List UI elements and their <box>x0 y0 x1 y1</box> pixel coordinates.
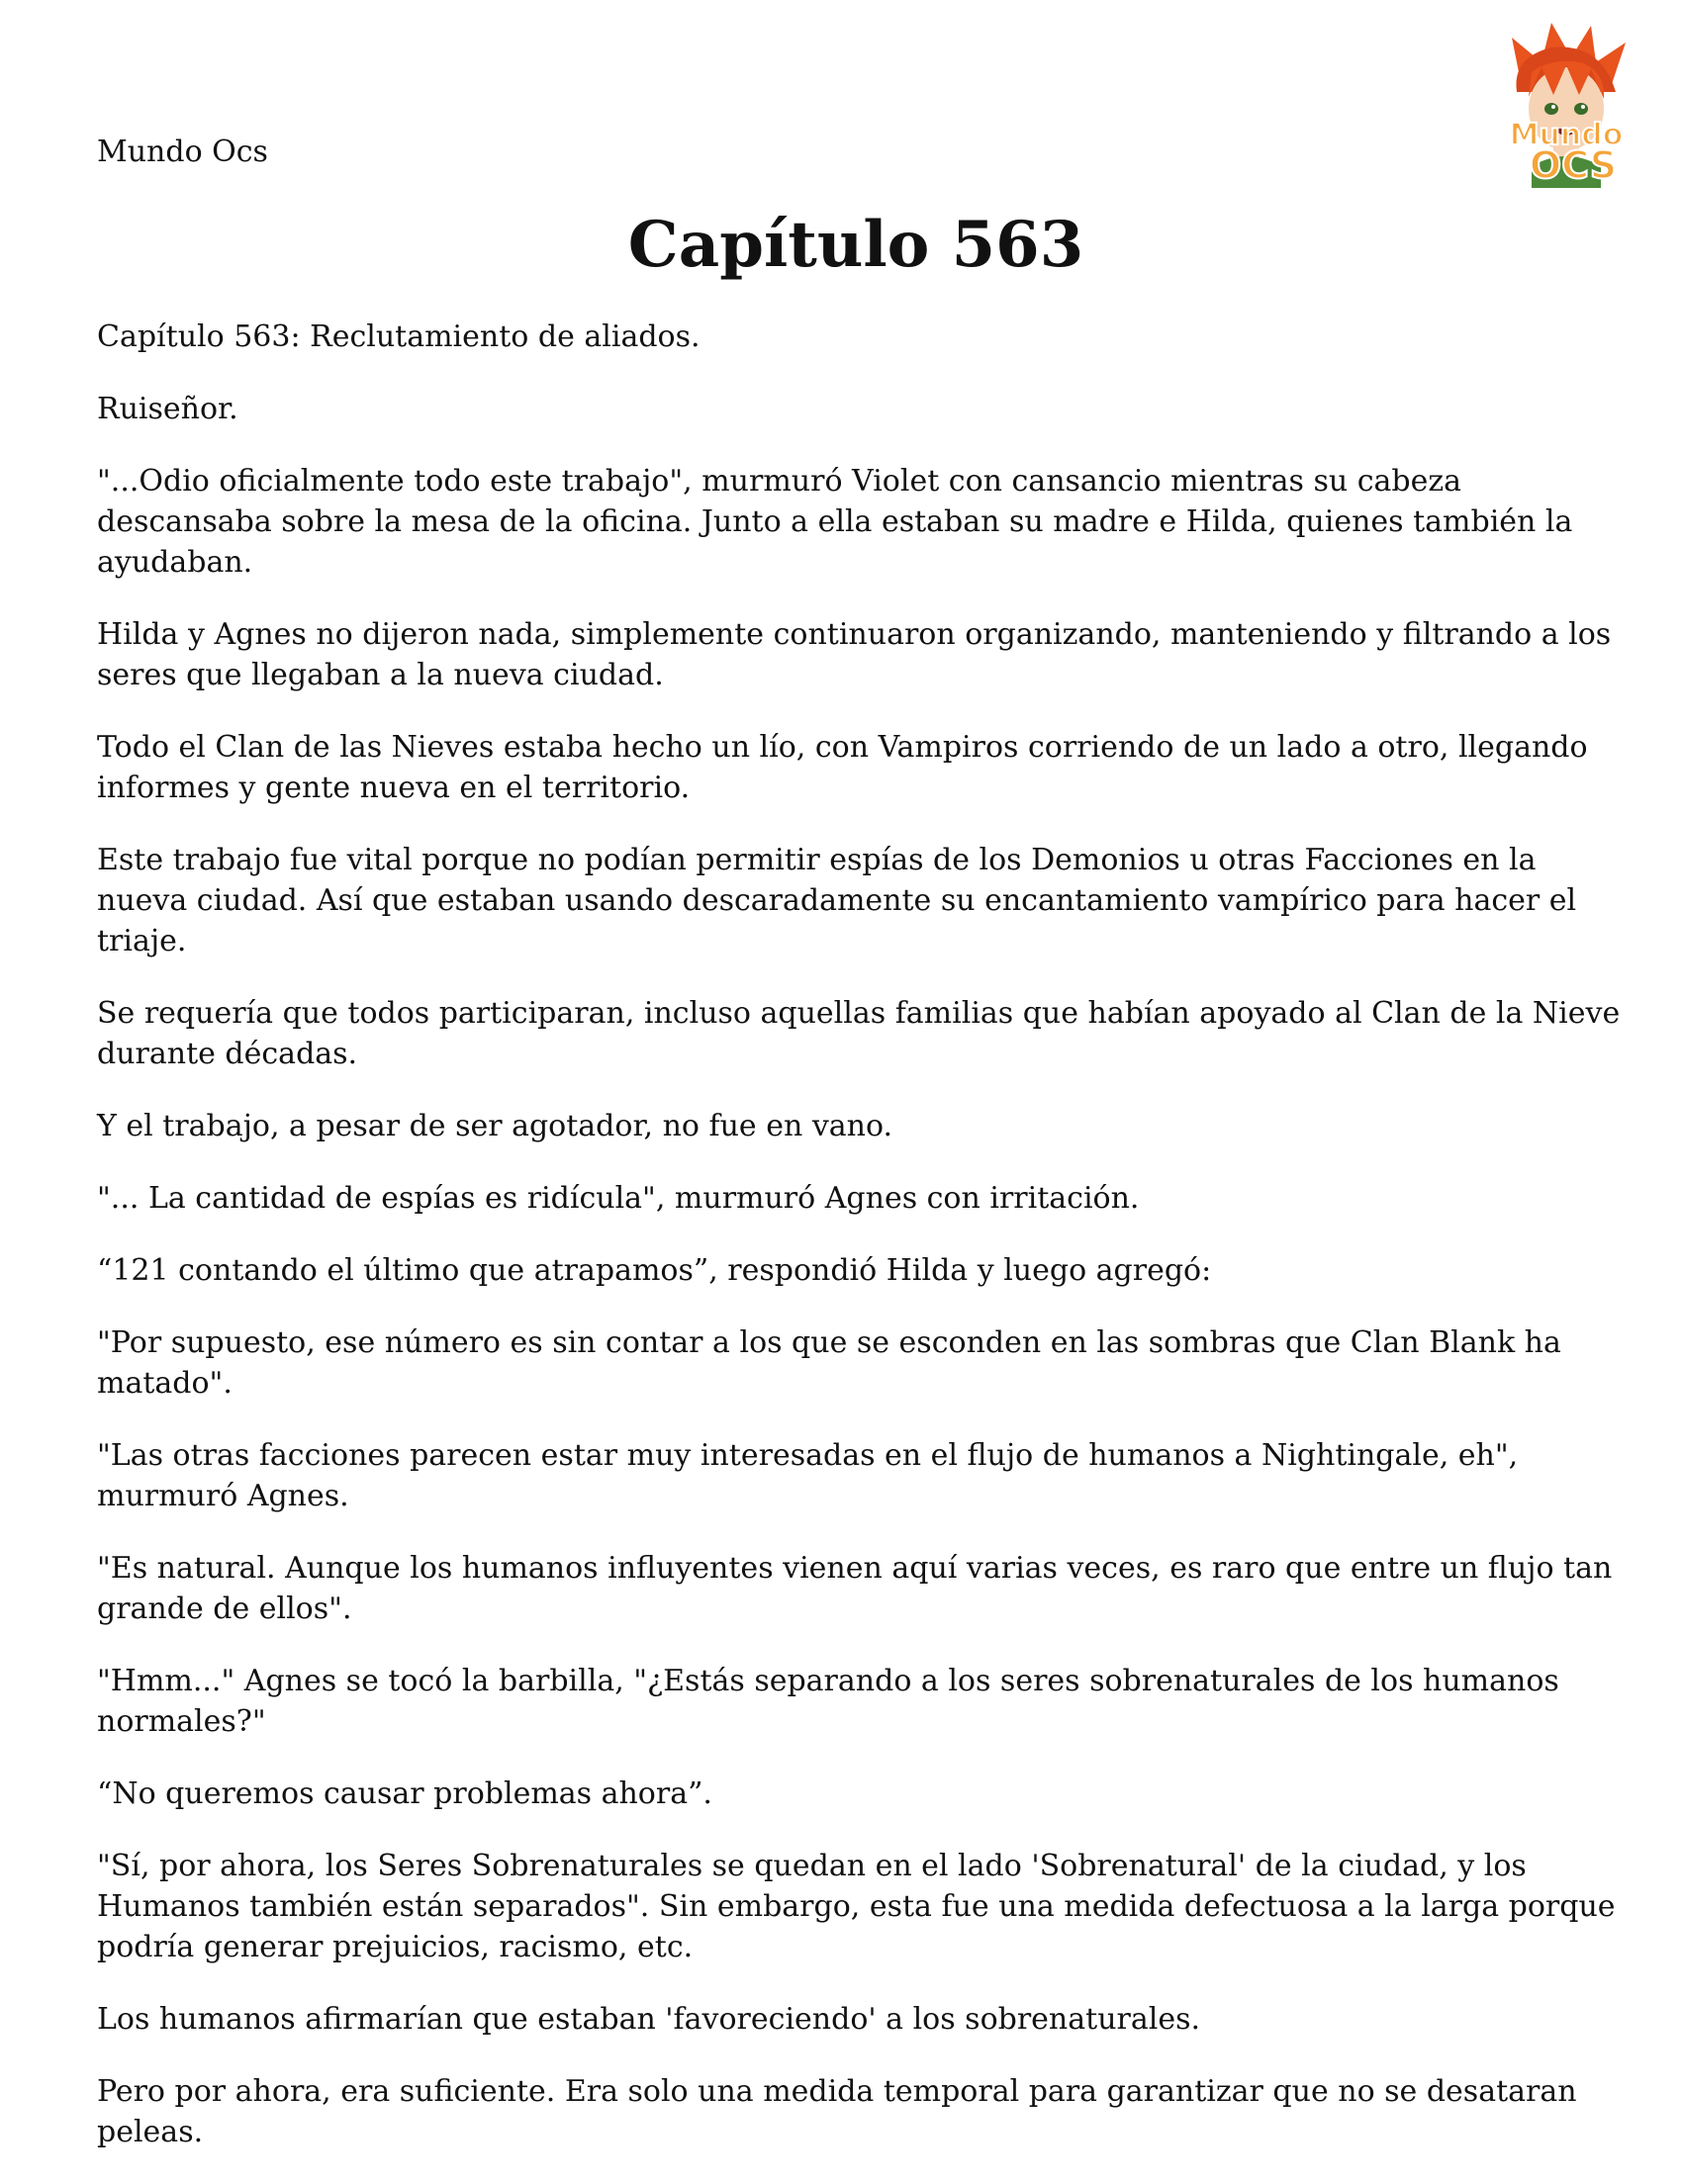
paragraph: Y el trabajo, a pesar de ser agotador, no fue en vano. <box>97 1109 893 1143</box>
chapter-body <box>97 317 1626 2184</box>
paragraph: Los humanos afirmarían que estaban 'favoreciendo' a los sobrenaturales. <box>97 2002 1201 2037</box>
paragraph: “No queremos causar problemas ahora”. <box>97 1776 712 1811</box>
paragraph: Todo el Clan de las Nieves estaba hecho un lío, con Vampiros corriendo de un lado a otro, llegando informes y gente nueva en el territorio. <box>97 730 1588 805</box>
paragraph: "Las otras facciones parecen estar muy interesadas en el flujo de humanos a Nightingale, eh", murmuró Agnes. <box>97 1438 1519 1513</box>
paragraph: Pero por ahora, era suficiente. Era solo una medida temporal para garantizar que no se desataran peleas. <box>97 2074 1577 2149</box>
paragraph: "Sí, por ahora, los Seres Sobrenaturales se quedan en el lado 'Sobrenatural' de la ciudad, y los Humanos también están separados". Sin embargo, esta fue una medida defectuosa a la larga porque podría generar prejuicios, racismo, etc. <box>97 1849 1616 1964</box>
logo-text-ocs: OCS <box>1529 143 1618 187</box>
mundo-ocs-logo <box>1482 18 1650 188</box>
paragraph: Se requería que todos participaran, incluso aquellas familias que habían apoyado al Clan de la Nieve durante décadas. <box>97 996 1621 1071</box>
paragraph: Este trabajo fue vital porque no podían permitir espías de los Demonios u otras Facciones en la nueva ciudad. Así que estaban usando descaradamente su encantamiento vampírico para hacer el triaje. <box>97 843 1577 958</box>
paragraph: “121 contando el último que atrapamos”, respondió Hilda y luego agregó: <box>97 1253 1212 1288</box>
site-name: Mundo Ocs <box>97 135 268 169</box>
paragraph: "...Odio oficialmente todo este trabajo", murmuró Violet con cansancio mientras su cabeza descansaba sobre la mesa de la oficina. Junto a ella estaban su madre e Hilda, quienes también la ayudaban. <box>97 464 1573 580</box>
paragraph: "Por supuesto, ese número es sin contar a los que se esconden en las sombras que Clan Blank ha matado". <box>97 1325 1561 1401</box>
logo-text-mundo: Mundo <box>1509 118 1624 152</box>
paragraph: Ruiseñor. <box>97 392 238 426</box>
paragraph: Capítulo 563: Reclutamiento de aliados. <box>97 319 701 354</box>
paragraph: "Es natural. Aunque los humanos influyentes vienen aquí varias veces, es raro que entre un flujo tan grande de ellos". <box>97 1551 1613 1626</box>
paragraph: "... La cantidad de espías es ridícula", murmuró Agnes con irritación. <box>97 1181 1140 1216</box>
paragraph: Hilda y Agnes no dijeron nada, simplemente continuaron organizando, manteniendo y filtrando a los seres que llegaban a la nueva ciudad. <box>97 617 1612 692</box>
chapter-title: Capítulo 563 <box>627 208 1084 282</box>
paragraph: "Hmm..." Agnes se tocó la barbilla, "¿Estás separando a los seres sobrenaturales de los humanos normales?" <box>97 1664 1559 1739</box>
